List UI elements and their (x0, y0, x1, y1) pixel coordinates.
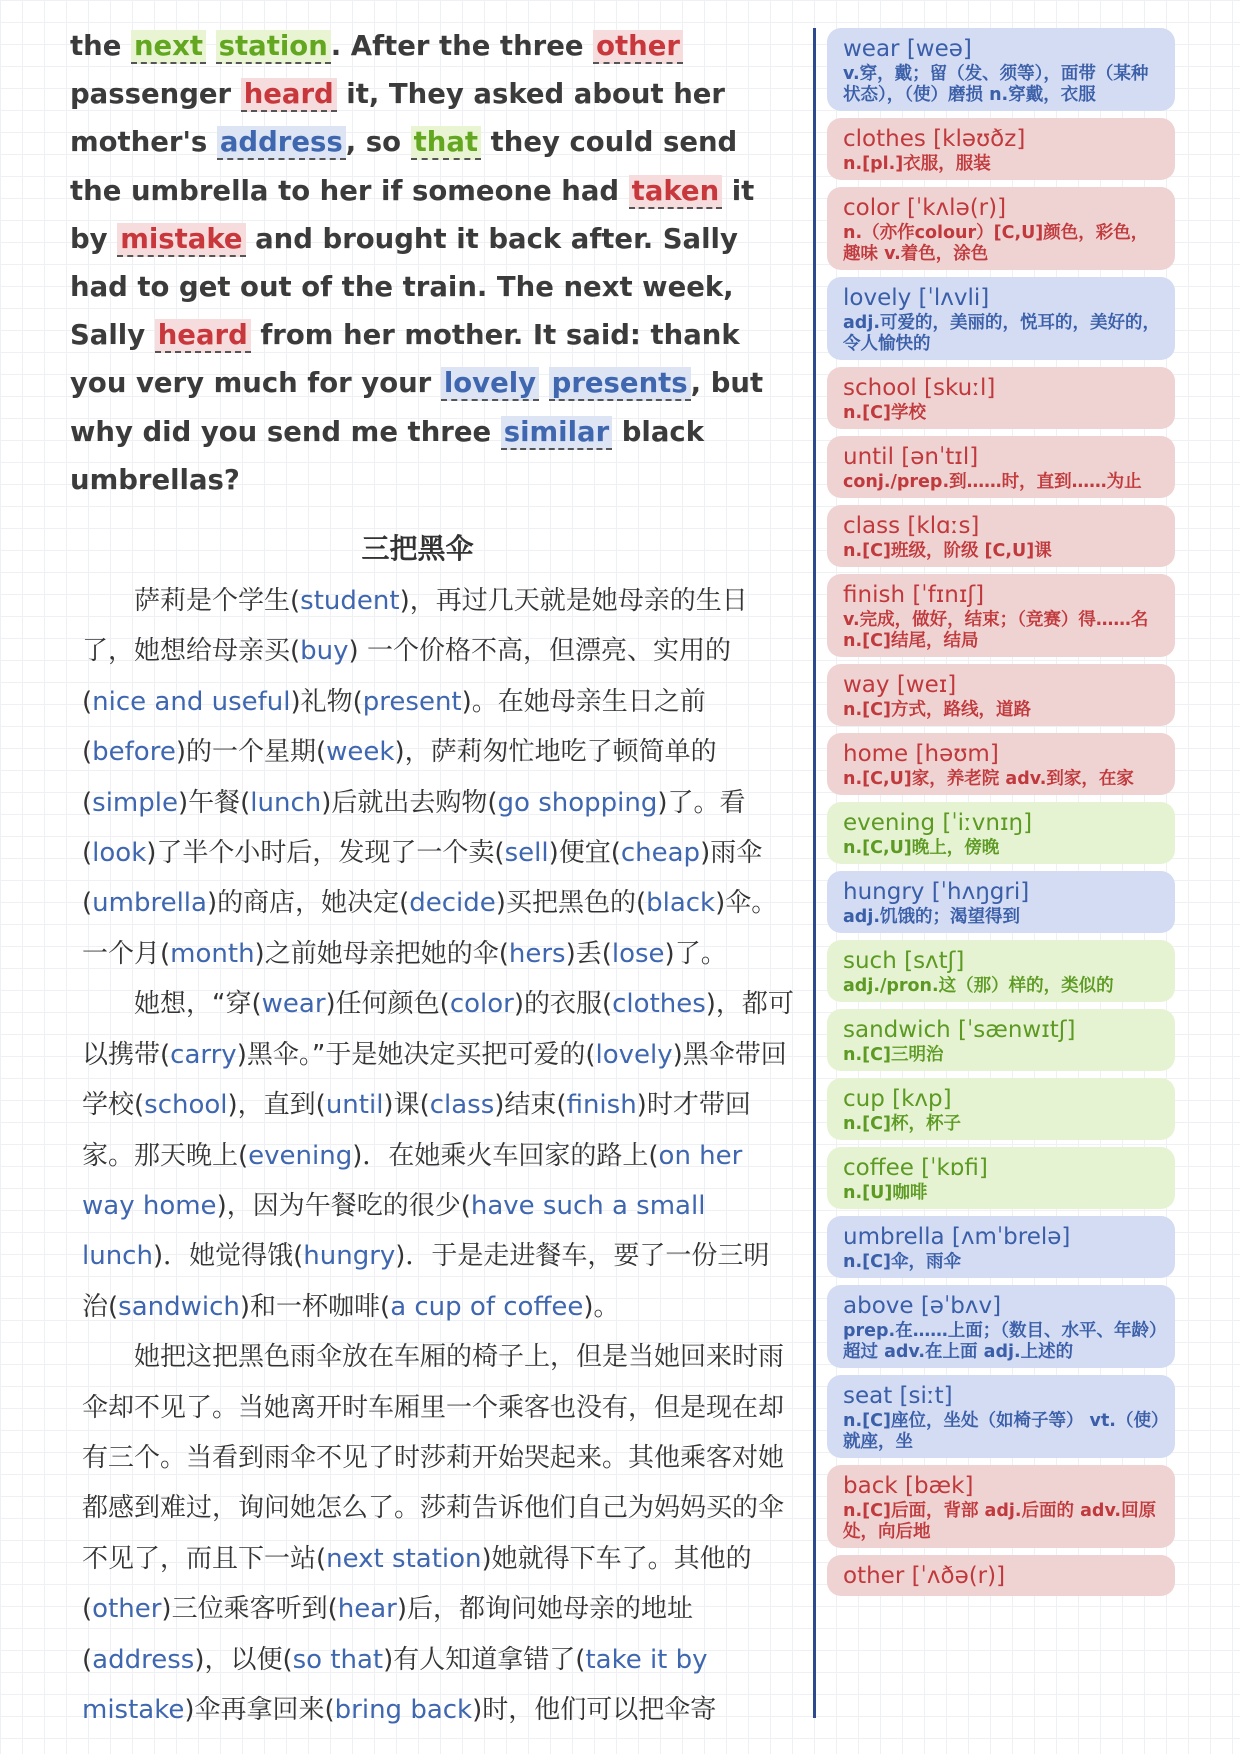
english-keyword: look (92, 838, 147, 869)
chinese-text: )时，他们可以把伞寄 (472, 1694, 717, 1725)
vocab-definition: n.[C]学校 (843, 403, 926, 423)
vocab-word: sandwich [ˈsænwɪtʃ] (843, 1017, 1076, 1043)
chinese-text: )丢( (565, 938, 612, 969)
column-divider (813, 28, 816, 1718)
english-keyword: take it by mistake (82, 1644, 708, 1725)
chinese-story-body (70, 576, 795, 1735)
english-keyword: sell (504, 838, 549, 869)
english-keyword: finish (566, 1090, 637, 1121)
chinese-paragraph (70, 1332, 795, 1735)
vocab-word: finish [ˈfɪnɪʃ] (843, 582, 985, 608)
vocab-card (827, 1078, 1175, 1140)
english-keyword: carry (170, 1039, 237, 1070)
chinese-text: )她就得下车了。其他的( (82, 1543, 752, 1625)
vocab-card (827, 28, 1175, 111)
highlighted-word: heard (155, 319, 251, 353)
chinese-text: )。 (583, 1291, 620, 1322)
vocab-word: home [həʊm] (843, 741, 999, 767)
vocab-definition: v.穿，戴；留（发、须等），面带（某种状态），（使）磨损 n.穿戴，衣服 (843, 64, 1149, 105)
chinese-text: )。在她母亲生日之前( (82, 686, 706, 768)
vocab-definition: n.[U]咖啡 (843, 1183, 928, 1203)
story-text: black umbrellas? (70, 415, 704, 496)
english-keyword: other (92, 1594, 162, 1625)
english-story-paragraph (70, 22, 795, 504)
english-keyword: hungry (303, 1241, 396, 1272)
vocab-definition: n.[C]杯，杯子 (843, 1114, 961, 1134)
english-keyword: color (449, 989, 514, 1020)
chinese-text: )任何颜色( (325, 989, 450, 1020)
vocab-definition: n.[C]伞，雨伞 (843, 1252, 961, 1272)
vocab-word: cup [kʌp] (843, 1086, 952, 1112)
vocab-word: above [əˈbʌv] (843, 1293, 1002, 1319)
english-keyword: cheap (620, 838, 701, 869)
chinese-text: )伞再拿回来( (184, 1694, 335, 1725)
vocab-definition: v.完成，做好，结束；（竞赛）得……名 n.[C]结尾，结局 (843, 610, 1149, 651)
vocab-card (827, 436, 1175, 498)
vocab-word: hungry [ˈhʌŋgri] (843, 879, 1030, 905)
english-keyword: bring back (334, 1694, 473, 1725)
vocab-word: evening [ˈiːvnɪŋ] (843, 810, 1033, 836)
chinese-text: )时才带回家。那天晚上( (82, 1090, 751, 1171)
vocab-definition: prep.在……上面；（数目、水平、年龄）超过 adv.在上面 adj.上述的 (843, 1321, 1158, 1362)
english-keyword: wear (261, 989, 326, 1020)
chinese-text: )后就出去购物( (321, 787, 498, 818)
highlighted-word: address (217, 126, 346, 160)
english-keyword: student (300, 586, 400, 617)
english-keyword: decide (409, 888, 496, 919)
chinese-text: )．她觉得饿( (152, 1241, 304, 1272)
chinese-paragraph (70, 576, 795, 979)
vocab-card (827, 1465, 1175, 1548)
highlighted-word: that (411, 126, 481, 160)
story-text (206, 30, 216, 62)
vocab-definition: conj./prep.到……时，直到……为止 (843, 472, 1142, 492)
highlighted-word: mistake (117, 223, 245, 257)
vocab-word: other [ˈʌðə(r)] (843, 1563, 1006, 1589)
vocab-card (827, 733, 1175, 795)
vocab-card (827, 1147, 1175, 1209)
chinese-text: )的衣服( (513, 989, 613, 1020)
english-keyword: simple (92, 787, 178, 818)
chinese-text: )买把黑色的( (495, 888, 647, 919)
vocab-card (827, 940, 1175, 1002)
vocab-card (827, 871, 1175, 933)
story-text: from her mother. It said: thank you very much for your (70, 319, 740, 400)
chinese-text: )雨伞( (82, 838, 763, 919)
chinese-text: )，以便( (194, 1644, 293, 1675)
highlighted-word: taken (629, 175, 722, 209)
chinese-text: )了半个小时后，发现了一个卖( (146, 838, 505, 869)
english-keyword: so that (292, 1644, 384, 1675)
english-keyword: evening (248, 1140, 353, 1171)
vocab-definition: n.[C]座位，坐处（如椅子等） vt.（使）就座，坐 (843, 1411, 1160, 1452)
english-keyword: have such a small lunch (82, 1190, 706, 1272)
vocab-definition: n.[C]方式，路线，道路 (843, 700, 1031, 720)
english-keyword: go shopping (497, 787, 658, 818)
chinese-text: )之前她母亲把她的伞( (254, 938, 509, 969)
chinese-text: )有人知道拿错了( (383, 1644, 586, 1675)
vocab-card (827, 118, 1175, 180)
chinese-text: )黑伞。”于是她决定买把可爱的( (236, 1039, 596, 1070)
chinese-text: )后，都询问她母亲的地址( (82, 1594, 693, 1675)
vocab-word: back [bæk] (843, 1473, 974, 1499)
vocab-card (827, 664, 1175, 726)
vocab-word: school [skuːl] (843, 375, 996, 401)
vocab-definition: n.[C]后面，背部 adj.后面的 adv.回原处，向后地 (843, 1501, 1157, 1542)
story-text: and brought it back after. Sally had to get out of the train. The next week, Sally (70, 222, 738, 352)
vocab-word: wear [weə] (843, 36, 972, 62)
chinese-text: )和一杯咖啡( (239, 1291, 391, 1322)
vocab-word: seat [siːt] (843, 1383, 953, 1409)
chinese-text: )便宜( (548, 838, 621, 869)
vocab-card (827, 1009, 1175, 1071)
story-text: , but why did you send me three (70, 367, 764, 448)
highlighted-word: next (131, 30, 206, 64)
chinese-paragraph (70, 979, 795, 1332)
vocabulary-list (827, 28, 1175, 1603)
vocab-card (827, 1375, 1175, 1458)
english-keyword: month (170, 938, 255, 969)
highlighted-word: presents (549, 367, 691, 401)
highlighted-word: heard (241, 78, 337, 112)
vocab-card (827, 1216, 1175, 1278)
chinese-text: )的商店，她决定( (206, 888, 410, 919)
english-keyword: lose (611, 938, 665, 969)
chinese-text: )伞。一个月( (82, 888, 778, 969)
vocab-card (827, 505, 1175, 567)
chinese-text: )三位乘客听到( (161, 1594, 338, 1625)
vocab-definition: n.[C]班级，阶级 [C,U]课 (843, 541, 1052, 561)
vocab-card (827, 1555, 1175, 1596)
vocab-card (827, 367, 1175, 429)
vocab-word: lovely [ˈlʌvli] (843, 285, 990, 311)
story-text: it by (70, 174, 755, 255)
chinese-text: ) 一个价格不高，但漂亮、实用的( (82, 636, 731, 717)
story-text: it, They asked about her mother's (70, 78, 725, 159)
vocab-definition: n.[C,U]家，养老院 adv.到家，在家 (843, 769, 1134, 789)
chinese-text: 她把这把黑色雨伞放在车厢的椅子上，但是当她回来时雨伞却不见了。当她离开时车厢里一个乘客也没有，但是现在却有三个。当看到雨伞不见了时莎莉开始哭起来。其他乘客对她都感到难过，询问她怎么了。莎莉告诉他们自己为妈妈买的伞不见了，而且下一站( (82, 1342, 785, 1574)
vocab-word: color [ˈkʌlə(r)] (843, 195, 1007, 221)
chinese-text: )礼物( (290, 686, 363, 717)
english-keyword: sandwich (118, 1291, 240, 1322)
chinese-text: 萨莉是个学生( (134, 586, 301, 617)
english-keyword: nice and useful (92, 686, 291, 717)
chinese-text: )，直到( (227, 1090, 326, 1121)
vocab-word: umbrella [ʌmˈbrelə] (843, 1224, 1071, 1250)
highlighted-word: lovely (441, 367, 539, 401)
vocab-card (827, 187, 1175, 270)
chinese-text: )．在她乘火车回家的路上( (352, 1140, 659, 1171)
vocab-word: way [weɪ] (843, 672, 957, 698)
english-keyword: buy (300, 636, 349, 667)
highlighted-word: similar (501, 416, 612, 450)
english-keyword: before (92, 737, 176, 768)
vocab-definition: n.[C,U]晚上，傍晚 (843, 838, 1000, 858)
chinese-text: )结束( (494, 1090, 567, 1121)
vocab-word: clothes [kləʊðz] (843, 126, 1026, 152)
english-keyword: until (325, 1090, 384, 1121)
english-keyword: hers (508, 938, 566, 969)
vocab-definition: adj.饥饿的；渴望得到 (843, 907, 1020, 927)
chinese-text: )午餐( (177, 787, 251, 818)
english-keyword: black (646, 888, 716, 919)
english-keyword: a cup of coffee (390, 1291, 584, 1322)
chinese-text: )的一个星期( (175, 737, 327, 768)
chinese-text: )，因为午餐吃的很少( (216, 1190, 471, 1221)
vocab-word: such [sʌtʃ] (843, 948, 965, 974)
chinese-story-title: 三把黑伞 (361, 532, 474, 566)
chinese-text: )了。看( (82, 787, 746, 869)
vocab-word: class [klɑːs] (843, 513, 980, 539)
story-text (539, 367, 549, 399)
vocab-card (827, 277, 1175, 360)
highlighted-word: other (593, 30, 683, 64)
chinese-text: )黑伞带回学校( (82, 1039, 787, 1121)
english-keyword: umbrella (92, 888, 207, 919)
story-text: they could send the umbrella to her if someone had (70, 126, 738, 207)
chinese-text: )课( (383, 1090, 430, 1121)
english-keyword: present (362, 686, 462, 717)
vocab-card (827, 1285, 1175, 1368)
english-keyword: clothes (612, 989, 706, 1020)
vocab-word: until [ənˈtɪl] (843, 444, 979, 470)
english-keyword: week (326, 737, 395, 768)
vocab-card (827, 574, 1175, 657)
english-keyword: school (144, 1090, 228, 1121)
story-text: passenger (70, 78, 241, 111)
vocab-definition: n.（亦作colour）[C,U]颜色，彩色，趣味 v.着色，涂色 (843, 223, 1149, 264)
english-keyword: hear (337, 1594, 397, 1625)
english-keyword: class (429, 1090, 495, 1121)
vocab-definition: adj./pron.这（那）样的，类似的 (843, 976, 1114, 996)
english-keyword: address (92, 1644, 195, 1675)
story-column (70, 22, 795, 1735)
chinese-text: )了。 (664, 938, 727, 969)
chinese-text: )，萨莉匆忙地吃了顿简单的( (82, 737, 717, 818)
english-keyword: lovely (595, 1039, 673, 1070)
vocab-definition: n.[pl.]衣服，服装 (843, 154, 991, 174)
english-keyword: on her way home (82, 1140, 743, 1221)
chinese-text: 她想，“穿( (134, 989, 262, 1020)
chinese-text: )，再过几天就是她母亲的生日了，她想给母亲买( (82, 586, 748, 667)
highlighted-word: station (216, 30, 331, 64)
story-text: . After the three (330, 30, 594, 62)
chinese-text: )．于是走进餐车，要了一份三明治( (82, 1241, 770, 1322)
vocab-card (827, 802, 1175, 864)
chinese-text: )，都可以携带( (82, 989, 794, 1070)
vocab-definition: adj.可爱的，美丽的，悦耳的，美好的，令人愉快的 (843, 313, 1160, 354)
story-text: the (70, 30, 131, 62)
vocab-definition: n.[C]三明治 (843, 1045, 944, 1065)
vocab-word: coffee [ˈkɒfi] (843, 1155, 988, 1181)
story-text: , so (345, 126, 411, 159)
english-keyword: next station (326, 1543, 482, 1574)
english-keyword: lunch (250, 787, 322, 818)
